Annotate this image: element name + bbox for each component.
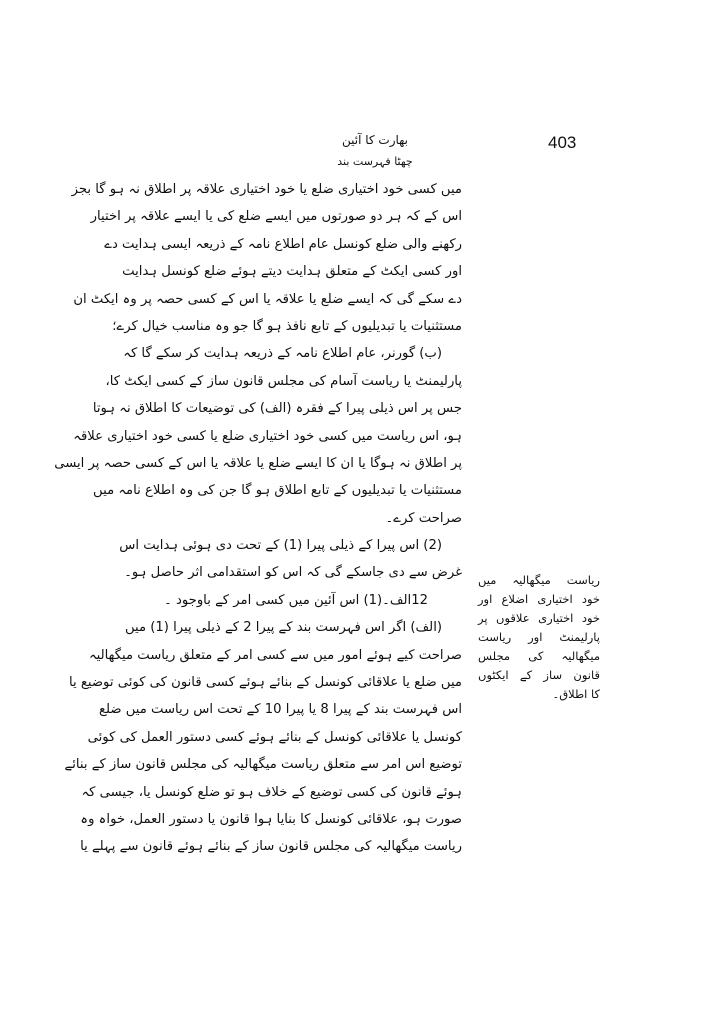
- margin-note-line: میگھالیہ کی مجلس: [478, 649, 600, 663]
- body-line: مستثنیات یا تبدیلیوں کے تابع نافذ ہو گا جو وہ مناسب خیال کرے؛: [112, 318, 462, 334]
- page-number: 403: [548, 133, 577, 152]
- body-line: میں ضلع یا علاقائی کونسل کے بنائے ہوئے کسی قانون کی کوئی توضیع یا: [68, 675, 462, 691]
- body-line: ہو، اس ریاست میں کسی خود اختیاری ضلع یا کسی خود اختیاری علاقہ: [73, 428, 462, 444]
- body-line: رکھنے والی ضلع کونسل عام اطلاع نامہ کے ذریعہ ایسی ہدایت دے: [104, 236, 462, 252]
- body-line: مستثنیات یا تبدیلیوں کے تابع اطلاق ہو گا جن کی وہ اطلاع نامہ میں: [93, 483, 462, 499]
- body-line: اور کسی ایکٹ کے متعلق ہدایت دیتے ہوئے ضلع کونسل ہدایت: [122, 264, 462, 280]
- body-line: میں کسی خود اختیاری ضلع یا خود اختیاری علاقہ پر اطلاق نہ ہو گا بجز: [71, 182, 462, 197]
- margin-note-line: کا اطلاق۔: [552, 687, 600, 701]
- body-line: غرض سے دی جاسکے گی کہ اس کو استقدامی اثر حاصل ہو۔: [124, 565, 462, 581]
- body-line: توضیع اس امر سے متعلق ریاست میگھالیہ کی مجلس قانون ساز کے بنائے: [64, 757, 462, 773]
- margin-note-line: خود اختیاری اضلاع اور: [478, 592, 600, 606]
- header-subtitle: چھٹا فہرست بند: [337, 155, 413, 168]
- body-line: ریاست میگھالیہ کی مجلس قانون ساز کے بنائے ہوئے قانون سے پہلے یا: [80, 839, 462, 855]
- body-line: اس کے کہ ہر دو صورتوں میں ایسے ضلع کی یا ایسے علاقہ پر اختیار: [90, 209, 462, 225]
- body-line: جس پر اس ذیلی پیرا کے فقرہ (الف) کی توضیعات کا اطلاق نہ ہوتا: [92, 401, 462, 417]
- header-title: بھارت کا آئین: [341, 133, 409, 147]
- body-line: پر اطلاق نہ ہوگا یا ان کا ایسے ضلع یا علاقہ یا اس کے کسی حصہ پر ایسی: [54, 455, 462, 471]
- main-text-column: [54, 176, 462, 861]
- margin-note-line: خود اختیاری علاقوں پر: [478, 611, 600, 625]
- body-line: صراحت کرے۔: [385, 510, 462, 526]
- body-line: اس فہرست بند کے پیرا 8 یا پیرا 10 کے تحت اس ریاست میں ضلع: [98, 702, 462, 718]
- body-line: (الف) اگر اس فہرست بند کے پیرا 2 کے ذیلی پیرا (1) میں: [124, 620, 442, 636]
- body-line: صورت ہو، علاقائی کونسل کا بنایا ہوا قانون یا دستور العمل، خواہ وہ: [80, 811, 462, 827]
- margin-note-line: قانون ساز کے ایکٹوں: [478, 668, 600, 682]
- body-line: صراحت کیے ہوئے امور میں سے کسی امر کے متعلق ریاست میگھالیہ: [88, 647, 462, 663]
- running-header: [300, 130, 450, 172]
- margin-note-line: ریاست میگھالیہ میں: [478, 573, 600, 587]
- body-line: (2) اس پیرا کے ذیلی پیرا (1) کے تحت دی ہوئی ہدایت اس: [119, 538, 442, 554]
- margin-note: [478, 571, 600, 704]
- margin-note-line: پارلیمنٹ اور ریاست: [478, 630, 600, 644]
- body-line: کونسل یا علاقائی کونسل کے بنائے ہوئے کسی دستور العمل کی کوئی: [87, 729, 462, 745]
- body-line: پارلیمنٹ یا ریاست آسام کی مجلس قانون ساز کے کسی ایکٹ کا،: [105, 373, 462, 389]
- body-line: ہوئے قانون کی کسی توضیع کے خلاف ہو تو ضلع کونسل یا، جیسی کہ: [81, 784, 462, 800]
- body-line: (ب) گورنر، عام اطلاع نامہ کے ذریعہ ہدایت کر سکے گا کہ: [123, 346, 442, 362]
- body-line: دے سکے گی کہ ایسے ضلع یا علاقہ یا اس کے کسی حصہ پر وہ ایکٹ ان: [73, 291, 462, 307]
- section-heading-line: 12الف۔(1) اس آئین میں کسی امر کے باوجود ۔: [164, 592, 428, 608]
